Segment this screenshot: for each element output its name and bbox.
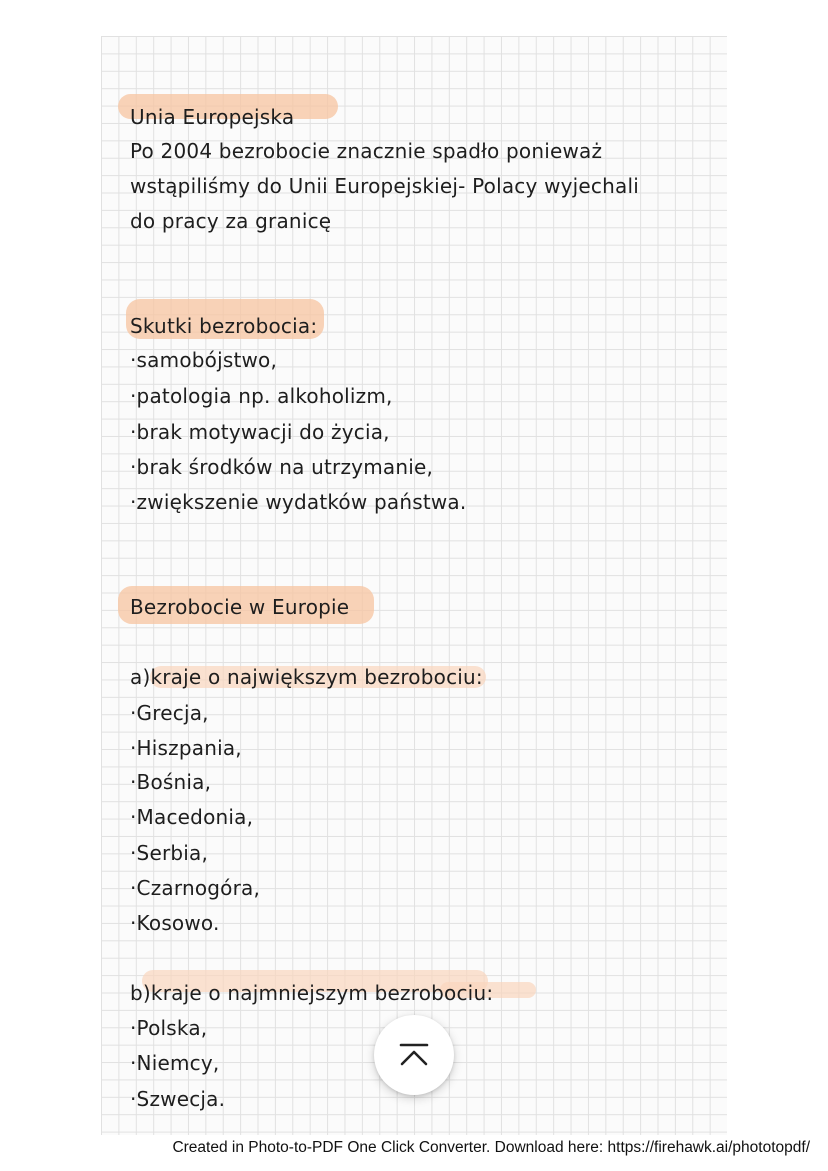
text-line: do pracy za granicę: [130, 209, 332, 233]
section-heading-unia-europejska: Unia Europejska: [130, 105, 295, 129]
list-item: ·zwiększenie wydatków państwa.: [130, 490, 467, 514]
list-item: ·Polska,: [130, 1016, 208, 1040]
subheading-najmniejszym: b)kraje o najmniejszym bezrobociu:: [130, 981, 494, 1005]
list-item: ·samobójstwo,: [130, 348, 278, 372]
list-item: ·brak motywacji do życia,: [130, 420, 390, 444]
list-item: ·Macedonia,: [130, 805, 254, 829]
list-item: ·Bośnia,: [130, 770, 212, 794]
text-line: wstąpiliśmy do Unii Europejskiej- Polacy wyjechali: [130, 174, 639, 198]
converter-footer-note: Created in Photo-to-PDF One Click Converter. Download here: https://firehawk.ai/phototopdf/: [172, 1139, 810, 1156]
list-item: ·Grecja,: [130, 701, 209, 725]
chevron-up-bar-icon: [398, 1042, 430, 1068]
list-item: ·Serbia,: [130, 841, 209, 865]
section-heading-skutki-bezrobocia: Skutki bezrobocia:: [130, 314, 318, 338]
list-item: ·Kosowo.: [130, 911, 220, 935]
list-item: ·Niemcy,: [130, 1051, 220, 1075]
section-heading-bezrobocie-w-europie: Bezrobocie w Europie: [130, 595, 350, 619]
text-line: Po 2004 bezrobocie znacznie spadło ponieważ: [130, 139, 603, 163]
scroll-to-top-button[interactable]: [374, 1015, 454, 1095]
list-item: ·Hiszpania,: [130, 736, 242, 760]
list-item: ·brak środków na utrzymanie,: [130, 455, 434, 479]
subheading-najwiekszym: a)kraje o największym bezrobociu:: [130, 665, 483, 689]
list-item: ·Szwecja.: [130, 1087, 226, 1111]
list-item: ·patologia np. alkoholizm,: [130, 384, 393, 408]
list-item: ·Czarnogóra,: [130, 876, 261, 900]
